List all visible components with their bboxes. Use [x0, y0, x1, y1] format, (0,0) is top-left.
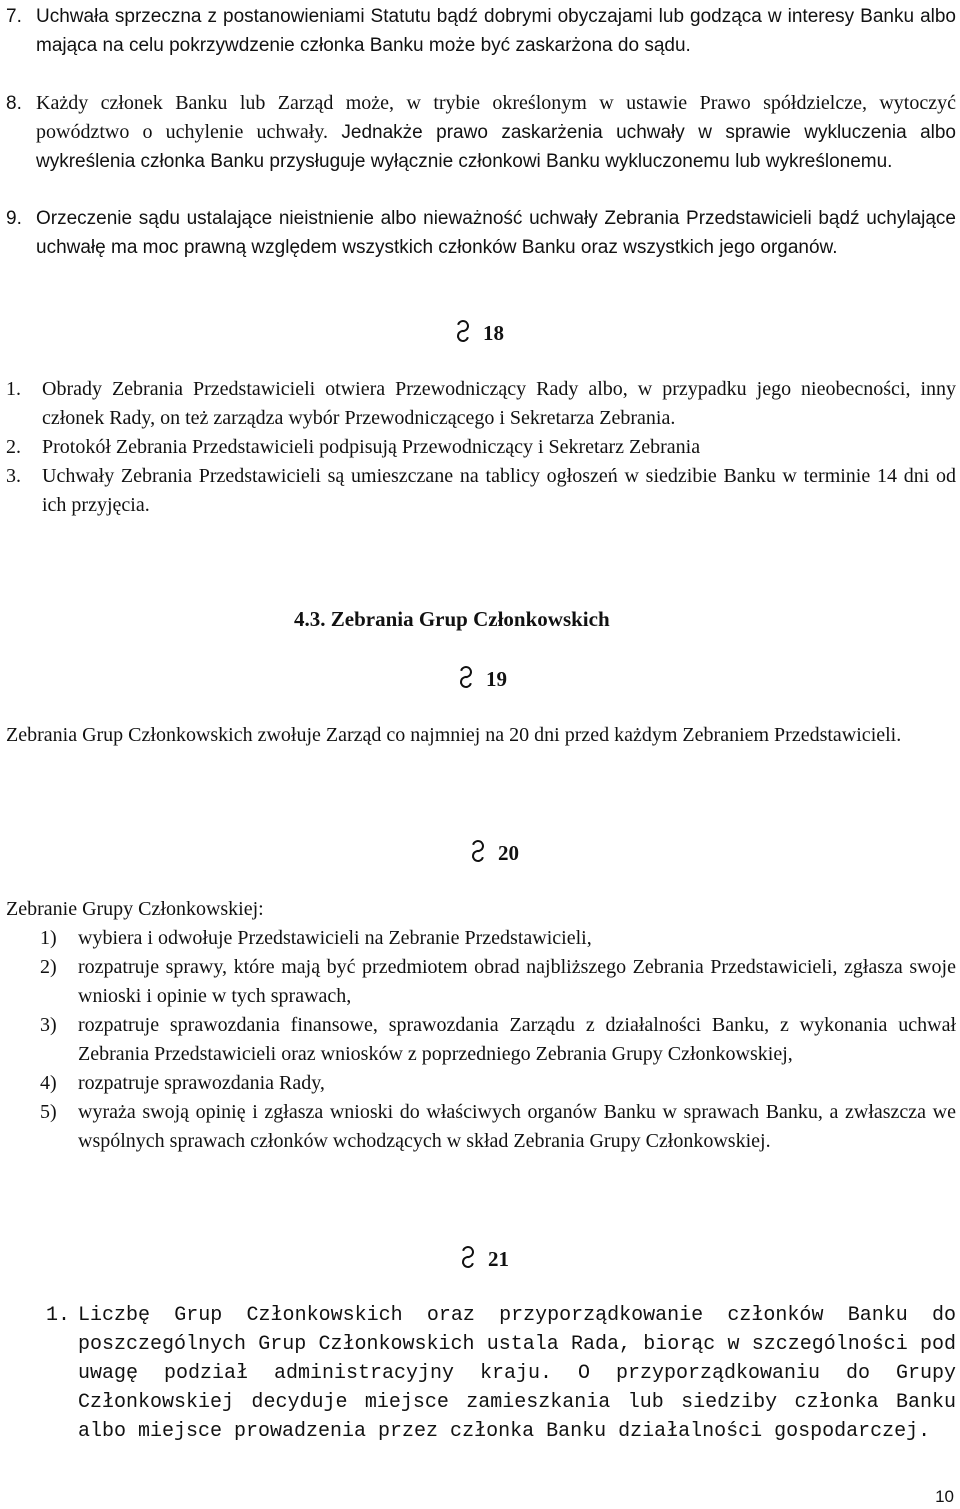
item-number: 2) — [40, 956, 57, 978]
paragraph-21-heading — [460, 1244, 509, 1274]
item-number: 3. — [6, 465, 21, 487]
item-text: wybiera i odwołuje Przedstawicieli na Zebranie Przedstawicieli, — [78, 927, 592, 949]
par18-item-1 — [6, 375, 956, 433]
item-text — [36, 89, 956, 176]
section-sign-icon — [470, 838, 484, 868]
section-sign-icon — [460, 1244, 474, 1274]
item-text: rozpatruje sprawozdania Rady, — [78, 1072, 325, 1094]
item-number: 1. — [6, 378, 21, 400]
prev-item-9 — [6, 204, 956, 262]
section-sign-icon — [458, 664, 472, 694]
chapter-title: 4.3. Zebrania Grup Członkowskich — [294, 607, 610, 631]
paragraph-18-heading — [455, 318, 504, 348]
item-number: 8. — [6, 93, 22, 114]
paragraph-number: 18 — [483, 321, 504, 345]
par19-text: Zebrania Grup Członkowskich zwołuje Zarząd co najmniej na 20 dni przed każdym Zebraniem Przedstawicieli. — [6, 724, 902, 746]
par20-list — [6, 924, 956, 1156]
item-text-part-b: Jednakże prawo zaskarżenia uchwały w sprawie wykluczenia albo wykreślenia członka Banku przysługuje wyłącznie członkowi Banku wykluczonemu lub wykreślonemu. — [36, 122, 957, 172]
par20-intro: Zebranie Grupy Członkowskiej: — [6, 898, 264, 920]
paragraph-number: 19 — [486, 667, 507, 691]
paragraph-number: 21 — [488, 1247, 509, 1271]
prev-item-7 — [6, 2, 956, 60]
item-text-part-a: Każdy członek Banku lub Zarząd może, w trybie określonym w ustawie Prawo spółdzielcze, wytoczyć powództwo o uchylenie uchwały. — [36, 92, 956, 143]
par20-item-5 — [6, 1098, 956, 1156]
item-number: 1) — [40, 927, 57, 949]
paragraph-19-heading — [458, 664, 507, 694]
item-text: Liczbę Grup Członkowskich oraz przyporządkowanie członków Banku do poszczególnych Grup Członkowskich ustala Rada, biorąc w szczególności pod uwagę podział administracyjny kraju. O przyporządkowaniu do Grupy Członkowskiej decyduje miejsce zamieszkania lub siedziby członka Banku albo miejsce prowadzenia przez członka Banku działalności gospodarczej. — [78, 1304, 956, 1443]
par20-item-1 — [6, 924, 956, 953]
par20-item-3 — [6, 1011, 956, 1069]
par21-item-1 — [6, 1301, 956, 1446]
item-text: wyraża swoją opinię i zgłasza wnioski do właściwych organów Banku w sprawach Banku, a zwłaszcza we wspólnych sprawach członków wchodzących w skład Zebrania Grupy Członkowskiej. — [78, 1101, 956, 1152]
par20-item-2 — [6, 953, 956, 1011]
par18-item-2 — [6, 433, 956, 462]
paragraph-number: 20 — [498, 841, 519, 865]
item-number: 5) — [40, 1101, 57, 1123]
item-number: 7. — [6, 6, 22, 27]
item-text: Obrady Zebrania Przedstawicieli otwiera Przewodniczący Rady albo, w przypadku jego nieobecności, inny członek Rady, on też zarządza wybór Przewodniczącego i Sekretarza Zebrania. — [42, 378, 956, 429]
prev-item-8 — [6, 89, 956, 176]
par18-item-3 — [6, 462, 956, 520]
par20-item-4 — [6, 1069, 956, 1098]
item-number: 9. — [6, 208, 22, 229]
item-text: Orzeczenie sądu ustalające nieistnienie albo nieważność uchwały Zebrania Przedstawicieli bądź uchylające uchwałę ma moc prawną względem wszystkich członków Banku oraz wszystkich jego organów. — [36, 208, 956, 258]
par18-list — [6, 375, 956, 520]
item-text: Uchwały Zebrania Przedstawicieli są umieszczane na tablicy ogłoszeń w siedzibie Banku w terminie 14 dni od ich przyjęcia. — [42, 465, 956, 516]
paragraph-20-heading — [470, 838, 519, 868]
par21-list — [6, 1301, 956, 1446]
item-text: rozpatruje sprawozdania finansowe, sprawozdania Zarządu z działalności Banku, z wykonania uchwał Zebrania Przedstawicieli oraz wniosków z poprzedniego Zebrania Grupy Członkowskiej, — [78, 1014, 956, 1065]
item-number: 1. — [46, 1304, 71, 1327]
item-text: Protokół Zebrania Przedstawicieli podpisują Przewodniczący i Sekretarz Zebrania — [42, 436, 701, 458]
item-number: 3) — [40, 1014, 57, 1036]
section-sign-icon — [455, 318, 469, 348]
item-text: rozpatruje sprawy, które mają być przedmiotem obrad najbliższego Zebrania Przedstawicieli, zgłasza swoje wnioski i opinie w tych sprawach, — [78, 956, 956, 1007]
item-number: 4) — [40, 1072, 57, 1094]
item-text: Uchwała sprzeczna z postanowieniami Statutu bądź dobrymi obyczajami lub godząca w interesy Banku albo mająca na celu pokrzywdzenie członka Banku może być zaskarżona do sądu. — [36, 6, 956, 56]
page-number: 10 — [935, 1487, 954, 1506]
item-number: 2. — [6, 436, 21, 458]
